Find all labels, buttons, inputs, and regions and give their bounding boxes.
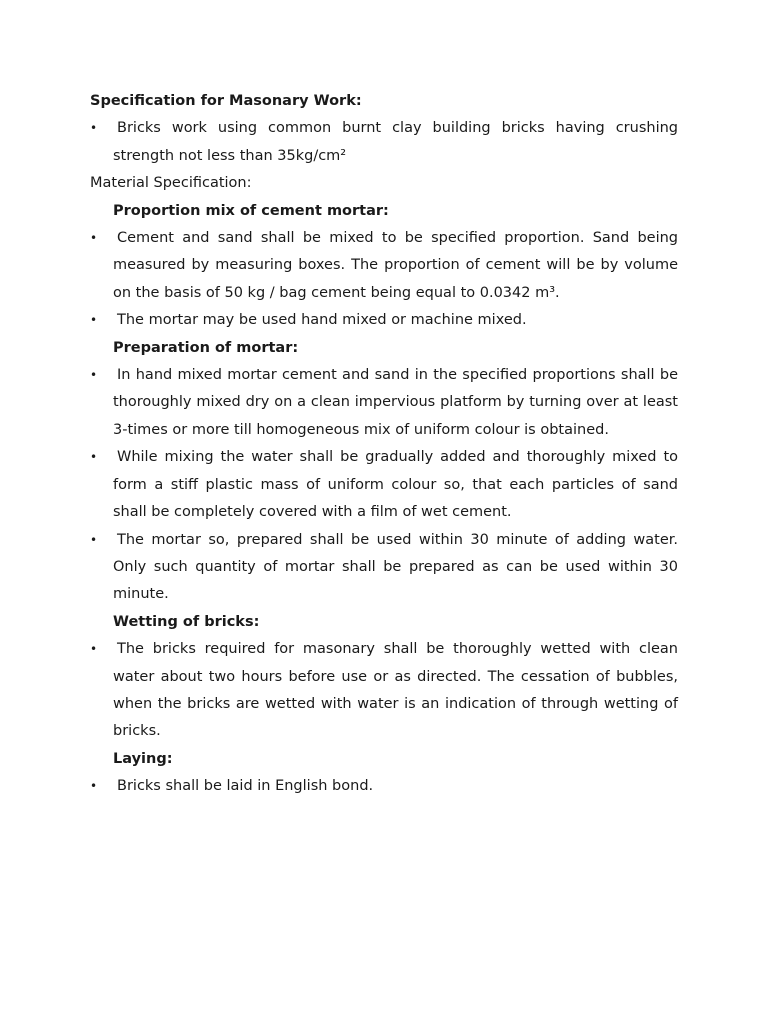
section-heading-proportion-mix: Proportion mix of cement mortar:: [113, 202, 389, 219]
list-item: [90, 115, 678, 170]
list-item: [90, 307, 678, 334]
bullet-text: While mixing the water shall be gradually added and thoroughly mixed to form a stiff plastic mass of uniform colour so, that each particles of sand shall be completely covered with a film of wet cement.: [113, 449, 678, 521]
section-bullet-list: [90, 225, 678, 335]
list-item: [90, 636, 678, 746]
bullet-icon: •: [90, 231, 98, 246]
bullet-icon: •: [90, 532, 98, 547]
document-title: Specification for Masonary Work:: [90, 93, 362, 109]
bullet-icon: •: [90, 779, 98, 794]
bullet-text: In hand mixed mortar cement and sand in the specified proportions shall be thoroughly mixed dry on a clean impervious platform by turning over at least 3-times or more till homogeneous mix of uniform colour is obtained.: [113, 367, 678, 438]
bullet-icon: •: [90, 368, 98, 383]
section-bullet-list: [90, 362, 678, 609]
bullet-text: The mortar may be used hand mixed or machine mixed.: [117, 312, 527, 329]
bullet-text: Bricks shall be laid in English bond.: [117, 778, 374, 795]
bullet-icon: •: [90, 450, 98, 465]
list-item: [90, 527, 678, 609]
document-page: [90, 88, 678, 801]
bullet-text: Cement and sand shall be mixed to be specified proportion. Sand being measured by measuring boxes. The proportion of cement will be by volume on the basis of 50 kg / bag cement being equal to 0.0342 m³.: [113, 230, 678, 301]
list-item: [90, 444, 678, 526]
material-specification-label: Material Specification:: [90, 175, 252, 192]
bullet-icon: •: [90, 121, 98, 136]
bullet-text: The mortar so, prepared shall be used within 30 minute of adding water. Only such quantity of mortar shall be prepared as can be used within 30 minute.: [113, 531, 678, 603]
list-item: [90, 773, 678, 800]
list-item: [90, 225, 678, 307]
bullet-text: The bricks required for masonary shall be thoroughly wetted with clean water about two hours before use or as directed. The cessation of bubbles, when the bricks are wetted with water is an indication of through wetting of bricks.: [113, 641, 678, 740]
bullet-icon: •: [90, 313, 98, 328]
intro-bullet-list: [90, 115, 678, 170]
section-heading-preparation: Preparation of mortar:: [113, 339, 299, 356]
list-item: [90, 362, 678, 444]
bullet-text: Bricks work using common burnt clay building bricks having crushing strength not less than 35kg/cm²: [113, 120, 678, 164]
section-heading-laying: Laying:: [113, 750, 173, 767]
bullet-icon: •: [90, 642, 98, 657]
section-bullet-list: [90, 773, 678, 800]
section-heading-wetting: Wetting of bricks:: [113, 613, 260, 630]
section-bullet-list: [90, 636, 678, 746]
